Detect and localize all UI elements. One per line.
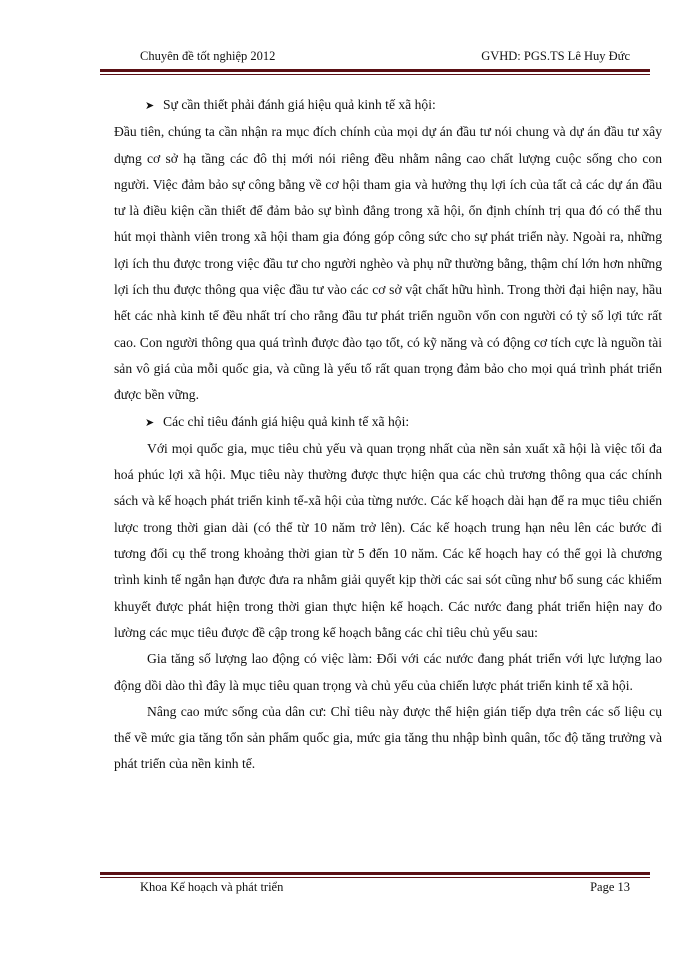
heading-text-2: Các chỉ tiêu đánh giá hiệu quả kinh tế xã hội: xyxy=(163,413,410,429)
page-footer xyxy=(140,880,630,900)
page-number: Page 13 xyxy=(590,880,630,894)
header-title: Chuyên đề tốt nghiệp 2012 xyxy=(140,49,276,63)
arrow-right-icon: ➤ xyxy=(145,100,155,112)
section-heading-2 xyxy=(114,409,662,436)
heading-text-1: Sự cần thiết phải đánh giá hiệu quả kinh tế xã hội: xyxy=(163,97,436,112)
page-header xyxy=(140,49,630,69)
paragraph-4: Nâng cao mức sống của dân cư: Chỉ tiêu này được thể hiện gián tiếp dựa trên các số liệu cụ thể về mức gia tăng tổn sản phẩm quốc gia, mức gia tăng thu nhập bình quân, tốc độ tăng trưởng và phát triển của nền kinh tế. xyxy=(114,703,662,772)
arrow-right-icon: ➤ xyxy=(145,416,155,429)
footer-faculty: Khoa Kế hoạch và phát triển xyxy=(140,880,284,894)
header-rule-thin xyxy=(100,74,650,75)
header-supervisor: GVHD: PGS.TS Lê Huy Đức xyxy=(481,49,630,63)
footer-rule-thin xyxy=(100,877,650,878)
paragraph-1: Đầu tiên, chúng ta cần nhận ra mục đích chính của mọi dự án đầu tư nói chung và dự án đầu tư xây dựng cơ sở hạ tầng các đô thị mới nói riêng đều nhằm nâng cao chất lượng cuộc sống cho con người. Việc đảm bảo sự công bằng về cơ hội tham gia và hưởng thụ lợi ích của tất cả các dự án đầu tư là điều kiện cần thiết để đảm bảo sự bình đẳng trong xã hội, ổn định chính trị qua đó có thể thu hút mọi thành viên trong xã hội tham gia đóng góp công sức cho sự phát triển này. Ngoài ra, những lợi ích thu được trong việc đầu tư cho người nghèo và phụ nữ thường bằng, thậm chí lớn hơn những lợi ích thu được thông qua việc đầu tư vào các cơ sở vật chất hữu hình. Trong thời đại hiện nay, hầu hết các nhà kinh tế đều nhất trí cho rằng đầu tư phát triển nguồn vốn con người có tỷ số lợi tức rất cao. Con người thông qua quá trình được đào tạo tốt, có kỹ năng và có động cơ tích cực là nguồn tài sản vô giá của mỗi quốc gia, và cũng là yếu tố rất quan trọng đảm bảo cho mọi quá trình phát triển được bền vững. xyxy=(114,124,662,403)
document-body xyxy=(114,92,662,778)
footer-rule-thick xyxy=(100,872,650,875)
paragraph-3: Gia tăng số lượng lao động có việc làm: Đối với các nước đang phát triển với lực lượng lao động dồi dào thì đây là mục tiêu quan trọng và chủ yếu của chiến lược phát triển kinh tế xã hội. xyxy=(114,651,662,693)
paragraph-2: Với mọi quốc gia, mục tiêu chủ yếu và quan trọng nhất của nền sản xuất xã hội là việc tối đa hoá phúc lợi xã hội. Mục tiêu này thường được thực hiện qua các chủ trương thông qua các chính sách và kế hoạch phát triển kinh tế-xã hội của từng nước. Các kế hoạch dài hạn để ra mục tiêu chiến lược trong thời gian dài (có thể từ 10 năm trở lên). Các kế hoạch trung hạn nêu lên các bước đi tương đối cụ thể trong khoảng thời gian từ 5 đến 10 năm. Các kế hoạch hay có thể gọi là chương trình kinh tế ngắn hạn được đưa ra nhằm giải quyết kịp thời các sai sót cũng như bổ sung các khiếm khuyết được phát hiện trong thời gian thực hiện kế hoạch. Các nước đang phát triển hiện nay đo lường các mục tiêu được đề cập trong kế hoạch bằng các chỉ tiêu chủ yếu sau: xyxy=(114,440,662,640)
section-heading-1 xyxy=(114,92,662,119)
header-rule-thick xyxy=(100,69,650,72)
